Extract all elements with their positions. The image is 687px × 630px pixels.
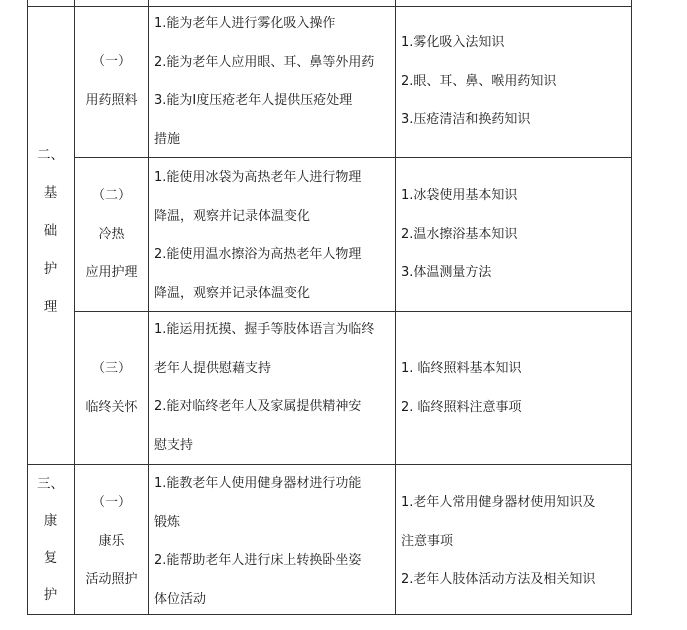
- skill-line: 2.能帮助老年人进行床上转换卧坐姿: [154, 553, 362, 568]
- subitem-label-line: 康乐: [98, 533, 125, 549]
- skill-line: 锻炼: [154, 514, 181, 530]
- table-border-right: [631, 0, 632, 614]
- knowledge-line: 3.体温测量方法: [401, 265, 492, 280]
- category-char: 护: [43, 261, 58, 277]
- knowledge-line: 1.老年人常用健身器材使用知识及: [401, 495, 596, 510]
- knowledge-cell: [401, 350, 631, 427]
- care-skills-table: [27, 0, 632, 614]
- knowledge-line: 3.压疮清洁和换药知识: [401, 112, 531, 127]
- subitem-hot-cold-care: [75, 177, 148, 293]
- category-char: 基: [43, 185, 58, 201]
- knowledge-cell: [401, 484, 631, 600]
- category-char: 理: [43, 299, 58, 315]
- subitem-label-line: （一）: [91, 54, 131, 69]
- knowledge-line: 2.温水擦浴基本知识: [401, 226, 518, 242]
- subitem-recreation-care: [75, 484, 148, 600]
- skill-line: 慰支持: [154, 437, 194, 453]
- skill-line: 1.能使用冰袋为高热老年人进行物理: [154, 170, 362, 185]
- subitem-label-line: 应用护理: [85, 265, 138, 280]
- subitem-label-line: （一）: [91, 495, 131, 510]
- category-char: 康: [43, 513, 58, 529]
- knowledge-cell: [401, 24, 631, 140]
- category-cell-basic-care: [27, 136, 74, 326]
- skill-line: 1.能教老年人使用健身器材进行功能: [154, 476, 362, 491]
- knowledge-line: 1. 临终照料基本知识: [401, 361, 522, 376]
- subitem-label-line: （二）: [91, 188, 131, 203]
- category-char: 三、: [37, 476, 64, 492]
- skill-line: 降温，观察并记录体温变化: [154, 208, 311, 224]
- subitem-medication-care: [75, 43, 148, 120]
- skills-cell: [154, 159, 394, 313]
- category-char: 复: [43, 550, 58, 566]
- category-char: 二、: [37, 147, 64, 163]
- category-char: 础: [43, 223, 58, 239]
- skill-line: 2.能为老年人应用眼、耳、鼻等外用药: [154, 54, 375, 70]
- category-cell-rehab-care: [27, 466, 74, 614]
- knowledge-line: 2.老年人肢体活动方法及相关知识: [401, 572, 596, 587]
- category-char: 护: [43, 587, 58, 603]
- subitem-label-line: 活动照护: [85, 572, 138, 587]
- knowledge-line: 注意事项: [401, 533, 454, 549]
- knowledge-line: 1.冰袋使用基本知识: [401, 188, 518, 203]
- knowledge-line: 2. 临终照料注意事项: [401, 399, 522, 415]
- skill-line: 1.能为老年人进行雾化吸入操作: [154, 16, 336, 31]
- subitem-label-line: 用药照料: [85, 92, 138, 108]
- skill-line: 1.能运用抚摸、握手等肢体语言为临终: [154, 322, 375, 337]
- column-divider-skills: [395, 0, 396, 614]
- subitem-hospice-care: [75, 350, 148, 427]
- subitem-label-line: 冷热: [98, 226, 125, 242]
- knowledge-cell: [401, 177, 631, 293]
- column-divider-subitem: [148, 0, 149, 614]
- skill-line: 2.能对临终老年人及家属提供精神安: [154, 399, 362, 414]
- knowledge-line: 2.眼、耳、鼻、喉用药知识: [401, 73, 557, 89]
- skill-line: 体位活动: [154, 591, 207, 607]
- skills-cell: [154, 5, 394, 159]
- subitem-label-line: （三）: [91, 361, 131, 376]
- skill-line: 2.能使用温水擦浴为高热老年人物理: [154, 247, 362, 262]
- skills-cell: [154, 465, 394, 619]
- skill-line: 3.能为Ⅰ度压疮老年人提供压疮处理: [154, 93, 353, 108]
- skill-line: 措施: [154, 131, 181, 147]
- skills-cell: [154, 311, 394, 465]
- skill-line: 降温，观察并记录体温变化: [154, 285, 311, 301]
- subitem-label-line: 临终关怀: [85, 399, 138, 415]
- skill-line: 老年人提供慰藉支持: [154, 360, 272, 376]
- knowledge-line: 1.雾化吸入法知识: [401, 35, 505, 50]
